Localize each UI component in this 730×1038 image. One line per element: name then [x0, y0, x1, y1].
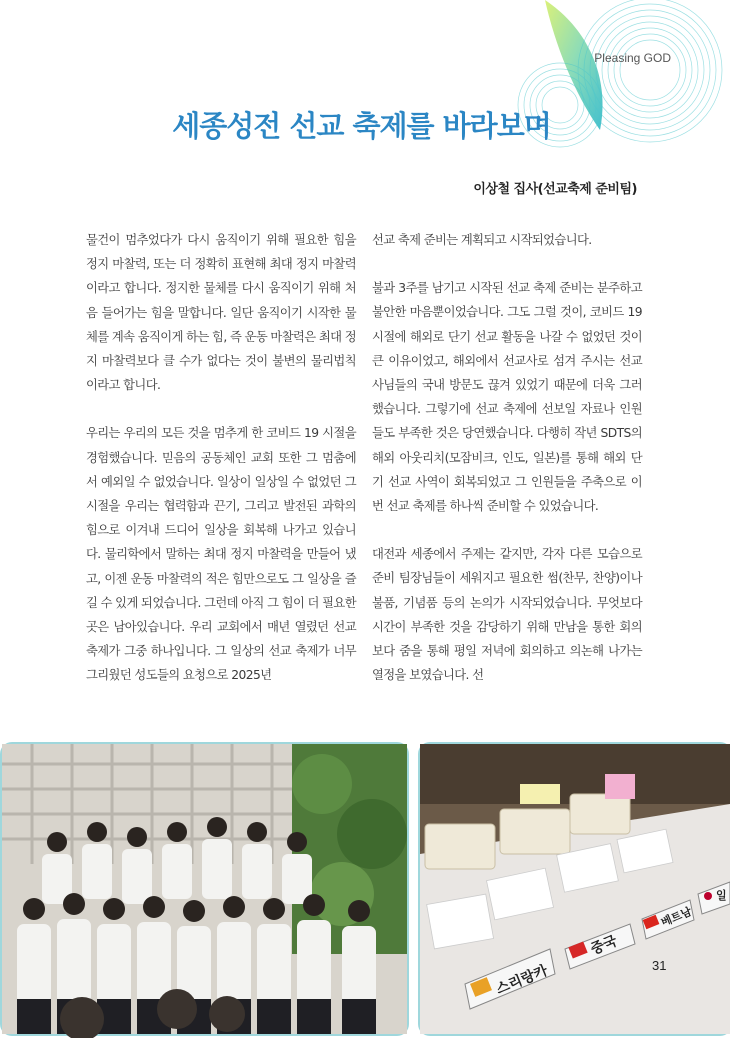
japan-label: 일	[716, 889, 727, 902]
section-label: Pleasing GOD	[594, 51, 671, 65]
paragraph: 선교 축제 준비는 계획되고 시작되었습니다.	[372, 233, 592, 247]
paragraph: 우리는 우리의 모든 것을 멈추게 한 코비드 19 시절을 경험했습니다. 믿음의 공동체인 교회 또한 그 멈춤에서 예외일 수 없었습니다. 일상이 일상일 수 없었던 그 시절을 우리는 협력함과 끈기, 그리고 발전된 과학의 힘으로 이겨내 드디어 일상을 회복해 나가고 있습니다. 물리학에서 말하는 최대 정지 마찰력을 만들어 냈고, 이젠 운동 마찰력의 적은 힘만으로도 그 일상을 즐길 수 있게 되었습니다. 그런데 아직 그 힘이 더 필요한 곳은 남아있습니다. 우리 교회에서 매년 열렸던 선교 축제가 그중 하나입니다. 그 일상의 선교 축제가 너무 그리웠던 성도들의 요청으로 2025년	[86, 426, 356, 683]
sri-lanka-label: 스리랑카	[493, 962, 550, 998]
article-author: 이상철 집사(선교축제 준비팀)	[473, 182, 637, 197]
article-title: 세종성전 선교 축제를 바라보며	[172, 109, 551, 143]
china-label: 중국	[588, 932, 620, 958]
left-text-column	[86, 228, 356, 712]
vietnam-label: 베트남	[659, 905, 694, 930]
booth-table-photo	[420, 744, 730, 1034]
right-text-column	[372, 228, 642, 711]
choir-photo	[2, 744, 407, 1034]
paragraph: 물건이 멈추었다가 다시 움직이기 위해 필요한 힘을 정지 마찰력, 또는 더 정확히 표현해 최대 정지 마찰력이라고 합니다. 정지한 물체를 다시 움직이기 위해 처음 들어가는 힘을 말합니다. 일단 움직이기 시작한 물체를 계속 움직이게 하는 힘, 즉 운동 마찰력은 최대 정지 마찰력보다 클 수가 없다는 것이 불변의 물리법칙이라고 합니다.	[86, 233, 356, 393]
paragraph: 불과 3주를 남기고 시작된 선교 축제 준비는 분주하고 불안한 마음뿐이었습니다. 그도 그럴 것이, 코비드 19 시절에 해외로 단기 선교 활동을 나갈 수 없었던 것이 큰 이유이었고, 해외에서 선교사로 섬겨 주시는 선교사님들의 국내 방문도 끊겨 있었기 때문에 더욱 그러했습니다. 그렇기에 선교 축제에 선보일 자료나 인원들도 부족한 것은 당연했습니다. 다행히 작년 SDTS의 해외 아웃리치(모잠비크, 인도, 일본)를 통해 해외 단기 선교 사역이 회복되었고 그 인원들을 주축으로 이번 선교 축제를 하나씩 준비할 수 있었습니다.	[372, 281, 642, 514]
page-number: 31	[652, 958, 667, 973]
paragraph: 대전과 세종에서 주제는 같지만, 각자 다른 모습으로 준비 팀장님들이 세워지고 필요한 썸(찬무, 찬양)이나 불품, 기념품 등의 논의가 시작되었습니다. 무엇보다 시간이 부족한 것을 감당하기 위해 만남을 통한 회의보다 줌을 통해 평일 저녁에 회의하고 의논해 나가는 열정을 보였습니다. 선	[372, 547, 642, 683]
